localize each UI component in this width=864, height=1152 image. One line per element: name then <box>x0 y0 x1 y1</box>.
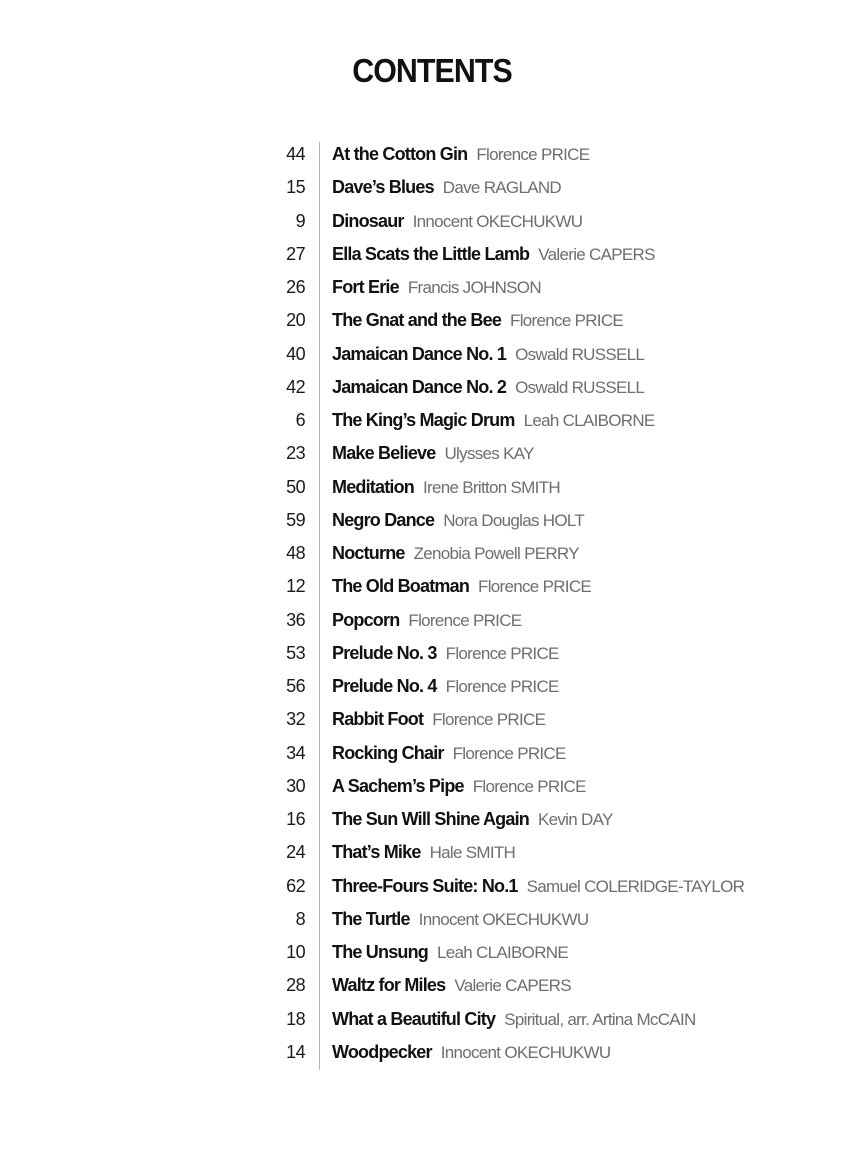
entry-composer: Florence PRICE <box>445 643 559 663</box>
entry-page-number: 44 <box>286 144 305 165</box>
contents-entry <box>270 1036 830 1069</box>
entry-composer: Dave RAGLAND <box>442 178 561 198</box>
entry-page-number: 56 <box>286 676 305 697</box>
contents-entry <box>270 903 830 936</box>
entry-text <box>332 144 589 165</box>
entry-text <box>332 1042 610 1063</box>
entry-text <box>332 510 584 531</box>
contents-entry <box>270 969 830 1002</box>
entry-title: Fort Erie <box>332 277 399 298</box>
contents-entry <box>270 604 830 637</box>
contents-entry <box>270 870 830 903</box>
entry-page-number: 34 <box>286 742 305 763</box>
entry-page-number: 36 <box>286 609 305 630</box>
entry-composer: Oswald RUSSELL <box>515 344 645 364</box>
entry-title: The Gnat and the Bee <box>332 310 502 331</box>
entry-page-number: 30 <box>286 775 305 796</box>
entry-page-number: 12 <box>286 576 305 597</box>
entry-page-number: 40 <box>286 343 305 364</box>
entry-page-number: 28 <box>286 975 305 996</box>
contents-entry <box>270 171 830 204</box>
entry-text <box>332 1009 696 1030</box>
entry-title: A Sachem’s Pipe <box>332 775 464 796</box>
entry-text <box>332 909 588 930</box>
entry-page-number: 15 <box>286 177 305 198</box>
entry-composer: Florence PRICE <box>408 610 522 630</box>
entry-composer: Florence PRICE <box>472 776 586 796</box>
entry-text <box>332 410 655 431</box>
contents-entry <box>270 205 830 238</box>
entry-composer: Florence PRICE <box>445 677 559 697</box>
entry-composer: Samuel COLERIDGE-TAYLOR <box>526 876 745 896</box>
contents-entry <box>270 504 830 537</box>
entry-page-number: 42 <box>286 376 305 397</box>
entry-text <box>332 809 613 830</box>
entry-text <box>332 344 644 365</box>
entry-page-number: 32 <box>286 709 305 730</box>
entry-title: Prelude No. 4 <box>332 676 437 697</box>
entry-composer: Zenobia Powell PERRY <box>413 544 579 564</box>
entry-title: The Unsung <box>332 942 428 963</box>
entry-composer: Hale SMITH <box>429 843 516 863</box>
entry-composer: Irene Britton SMITH <box>423 477 560 497</box>
contents-entry <box>270 670 830 703</box>
entry-title: At the Cotton Gin <box>332 144 468 165</box>
entry-composer: Ulysses KAY <box>444 444 534 464</box>
entry-composer: Valerie CAPERS <box>538 244 655 264</box>
entry-text <box>332 776 586 797</box>
entry-title: The Old Boatman <box>332 576 470 597</box>
contents-entry <box>270 537 830 570</box>
entry-title: Nocturne <box>332 543 405 564</box>
entry-page-number: 6 <box>295 410 305 431</box>
entry-composer: Nora Douglas HOLT <box>443 510 585 530</box>
entry-composer: Innocent OKECHUKWU <box>418 909 589 929</box>
contents-entry <box>270 803 830 836</box>
entry-composer: Florence PRICE <box>476 145 590 165</box>
entry-title: Negro Dance <box>332 509 435 530</box>
entry-text <box>332 643 559 664</box>
page-title: CONTENTS <box>352 52 512 89</box>
entry-page-number: 59 <box>286 509 305 530</box>
contents-entry <box>270 936 830 969</box>
contents-entry <box>270 770 830 803</box>
entry-text <box>332 277 541 298</box>
entry-page-number: 14 <box>286 1041 305 1062</box>
entry-title: Waltz for Miles <box>332 975 446 996</box>
contents-entry <box>270 138 830 171</box>
entry-text <box>332 211 582 232</box>
entry-title: Woodpecker <box>332 1041 432 1062</box>
entry-title: Make Believe <box>332 443 436 464</box>
entry-page-number: 24 <box>286 842 305 863</box>
entry-page-number: 50 <box>286 476 305 497</box>
entry-text <box>332 310 623 331</box>
entry-title: Meditation <box>332 476 414 497</box>
entry-title: Jamaican Dance No. 1 <box>332 343 507 364</box>
entry-page-number: 27 <box>286 243 305 264</box>
entry-composer: Spiritual, arr. Artina McCAIN <box>504 1009 696 1029</box>
contents-entry <box>270 238 830 271</box>
entry-title: The King’s Magic Drum <box>332 410 515 431</box>
entry-text <box>332 842 515 863</box>
entry-composer: Innocent OKECHUKWU <box>412 211 583 231</box>
contents-entry <box>270 471 830 504</box>
contents-entry <box>270 703 830 736</box>
entry-page-number: 18 <box>286 1008 305 1029</box>
entry-title: That’s Mike <box>332 842 421 863</box>
entry-text <box>332 942 568 963</box>
entry-text <box>332 576 591 597</box>
entry-composer: Leah CLAIBORNE <box>437 943 568 963</box>
entry-page-number: 62 <box>286 875 305 896</box>
entry-text <box>332 975 571 996</box>
entry-page-number: 53 <box>286 642 305 663</box>
entry-text <box>332 676 559 697</box>
entry-text <box>332 610 521 631</box>
entry-page-number: 10 <box>286 942 305 963</box>
entry-page-number: 20 <box>286 310 305 331</box>
contents-entry <box>270 836 830 869</box>
entry-title: The Sun Will Shine Again <box>332 809 529 830</box>
entry-text <box>332 443 534 464</box>
contents-entry <box>270 737 830 770</box>
entry-title: What a Beautiful City <box>332 1008 496 1029</box>
entry-text <box>332 709 545 730</box>
entry-composer: Francis JOHNSON <box>407 278 541 298</box>
entry-page-number: 48 <box>286 543 305 564</box>
entry-composer: Florence PRICE <box>432 710 546 730</box>
entry-text <box>332 876 744 897</box>
entry-title: Three-Fours Suite: No.1 <box>332 875 518 896</box>
contents-entry <box>270 371 830 404</box>
entry-title: Rabbit Foot <box>332 709 424 730</box>
contents-list <box>270 138 830 1069</box>
contents-entry <box>270 637 830 670</box>
contents-entry <box>270 1003 830 1036</box>
entry-page-number: 26 <box>286 277 305 298</box>
entry-page-number: 16 <box>286 809 305 830</box>
entry-composer: Valerie CAPERS <box>454 976 571 996</box>
entry-text <box>332 177 561 198</box>
entry-title: Dave’s Blues <box>332 177 434 198</box>
entry-composer: Kevin DAY <box>537 810 613 830</box>
entry-composer: Florence PRICE <box>452 743 566 763</box>
entry-composer: Oswald RUSSELL <box>515 377 645 397</box>
entry-text <box>332 377 644 398</box>
entry-composer: Florence PRICE <box>478 577 592 597</box>
entry-text <box>332 743 566 764</box>
entry-text <box>332 477 560 498</box>
entry-composer: Innocent OKECHUKWU <box>440 1042 611 1062</box>
contents-entry <box>270 570 830 603</box>
entry-title: Rocking Chair <box>332 742 444 763</box>
contents-entry <box>270 437 830 470</box>
entry-page-number: 8 <box>295 908 305 929</box>
entry-title: Prelude No. 3 <box>332 642 437 663</box>
entry-title: Popcorn <box>332 609 400 630</box>
entry-title: Jamaican Dance No. 2 <box>332 376 507 397</box>
entry-title: Ella Scats the Little Lamb <box>332 243 530 264</box>
contents-entry <box>270 404 830 437</box>
contents-entry <box>270 271 830 304</box>
contents-entry <box>270 304 830 337</box>
entry-title: Dinosaur <box>332 210 404 231</box>
entry-text <box>332 244 655 265</box>
entry-page-number: 9 <box>295 210 305 231</box>
entry-title: The Turtle <box>332 908 410 929</box>
contents-entry <box>270 338 830 371</box>
entry-text <box>332 543 579 564</box>
entry-page-number: 23 <box>286 443 305 464</box>
entry-composer: Leah CLAIBORNE <box>523 411 655 431</box>
entry-composer: Florence PRICE <box>510 311 624 331</box>
